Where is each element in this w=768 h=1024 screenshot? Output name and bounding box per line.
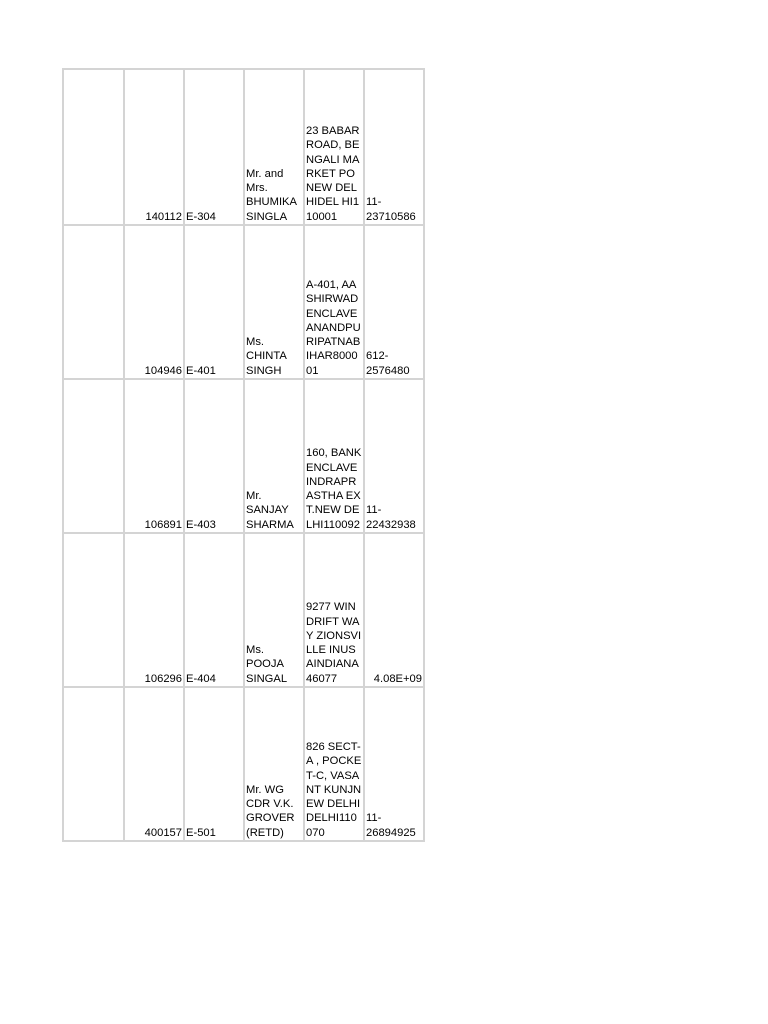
id-text: 140112 <box>145 210 182 223</box>
id-text: 106296 <box>144 672 182 685</box>
address-cell[interactable] <box>304 69 364 225</box>
phone-cell[interactable] <box>364 225 424 379</box>
table-row <box>63 379 424 533</box>
id-text: 106891 <box>144 518 182 531</box>
address-text: 826 SECT-A , POCKET-C, VASANT KUNJNEW DELHIDELHI110070 <box>306 740 362 839</box>
phone-text: 11-23710586 <box>366 196 416 223</box>
empty-cell[interactable] <box>63 225 124 379</box>
table-row <box>63 69 424 225</box>
address-text: 23 BABAR ROAD, BENGALI MARKET PONEW DELHIDEL HI110001 <box>306 124 360 223</box>
id-text: 400157 <box>144 826 182 839</box>
address-cell[interactable] <box>304 225 364 379</box>
table-row <box>63 687 424 841</box>
table-row <box>63 225 424 379</box>
id-cell[interactable] <box>124 225 184 379</box>
phone-text: 612-2576480 <box>366 350 410 377</box>
address-text: 160, BANK ENCLAVE INDRAPRASTHA EXT.NEW DELHI110092 <box>306 447 362 531</box>
address-text: 9277 WINDRIFT WAY ZIONSVILLE INUSAINDIANA46077 <box>306 601 362 685</box>
name-text: Ms. POOJA SINGAL <box>246 644 288 685</box>
name-cell[interactable] <box>244 379 304 533</box>
unit-text: E-403 <box>186 518 216 531</box>
unit-text: E-404 <box>186 672 216 685</box>
empty-cell[interactable] <box>63 69 124 225</box>
spreadsheet-table <box>62 68 425 842</box>
unit-cell[interactable] <box>184 379 244 533</box>
phone-text: 11-22432938 <box>366 504 416 531</box>
unit-cell[interactable] <box>184 533 244 687</box>
phone-cell[interactable] <box>364 69 424 225</box>
phone-cell[interactable] <box>364 533 424 687</box>
phone-cell[interactable] <box>364 687 424 841</box>
unit-cell[interactable] <box>184 687 244 841</box>
address-cell[interactable] <box>304 379 364 533</box>
empty-cell[interactable] <box>63 533 124 687</box>
phone-text: 11-26894925 <box>366 812 416 839</box>
table-row <box>63 533 424 687</box>
address-cell[interactable] <box>304 533 364 687</box>
name-cell[interactable] <box>244 533 304 687</box>
phone-cell[interactable] <box>364 379 424 533</box>
id-cell[interactable] <box>124 379 184 533</box>
id-text: 104946 <box>144 364 182 377</box>
name-text: Mr. and Mrs. BHUMIKA SINGLA <box>246 167 297 223</box>
empty-cell[interactable] <box>63 687 124 841</box>
unit-text: E-501 <box>186 826 216 839</box>
name-cell[interactable] <box>244 69 304 225</box>
empty-cell[interactable] <box>63 379 124 533</box>
address-cell[interactable] <box>304 687 364 841</box>
id-cell[interactable] <box>124 69 184 225</box>
phone-text: 4.08E+09 <box>373 672 422 685</box>
id-cell[interactable] <box>124 533 184 687</box>
address-text: A-401, AASHIRWAD ENCLAVE ANANDPURIPATNABIHAR800001 <box>306 278 361 377</box>
name-cell[interactable] <box>244 225 304 379</box>
unit-text: E-401 <box>186 364 216 377</box>
name-cell[interactable] <box>244 687 304 841</box>
unit-cell[interactable] <box>184 225 244 379</box>
table-body <box>63 69 424 841</box>
name-text: Mr. WG CDR V.K. GROVER (RETD) <box>246 783 295 839</box>
unit-text: E-304 <box>186 210 216 223</box>
unit-cell[interactable] <box>184 69 244 225</box>
id-cell[interactable] <box>124 687 184 841</box>
name-text: Ms. CHINTA SINGH <box>246 336 287 377</box>
name-text: Mr. SANJAY SHARMA <box>246 490 294 531</box>
